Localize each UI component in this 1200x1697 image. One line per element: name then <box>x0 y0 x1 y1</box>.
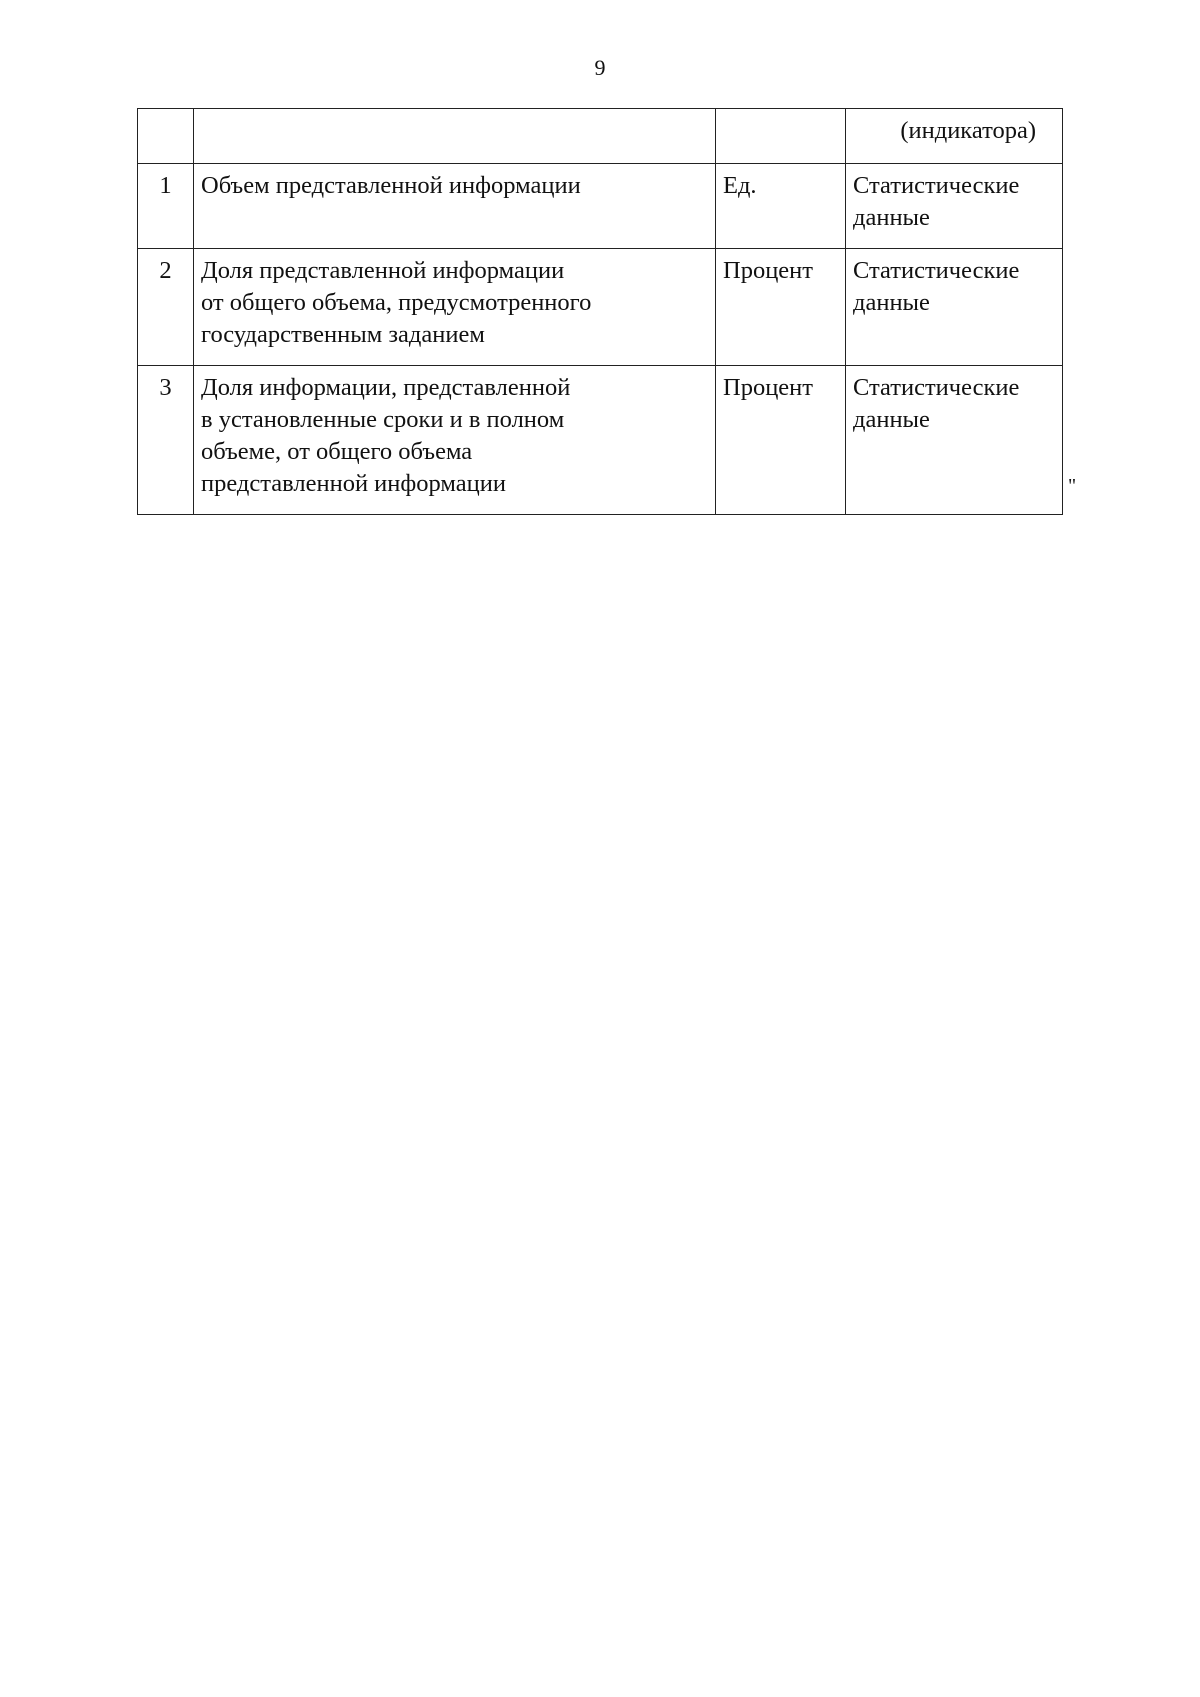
table-row <box>138 366 1063 515</box>
data-source <box>846 366 1063 515</box>
table-row <box>138 249 1063 366</box>
row-number: 2 <box>138 249 194 366</box>
indicator-name <box>194 249 716 366</box>
data-source-line: данные <box>853 406 930 433</box>
table-row <box>138 164 1063 249</box>
indicator-name-line: от общего объема, предусмотренного <box>201 289 592 316</box>
data-source <box>846 249 1063 366</box>
data-source-line: Статистические <box>853 257 1020 284</box>
table-header-row <box>138 109 1063 164</box>
indicator-name-line: представленной информации <box>201 470 506 497</box>
data-source <box>846 164 1063 249</box>
indicators-table <box>137 108 1063 515</box>
indicator-name-line: Доля информации, представленной <box>201 374 571 401</box>
unit-of-measure: Процент <box>716 249 846 366</box>
header-name-cell <box>194 109 716 164</box>
header-source-cell: (индикатора) <box>846 109 1063 164</box>
indicator-name-line: в установленные сроки и в полном <box>201 406 565 433</box>
indicator-name <box>194 366 716 515</box>
indicator-name-line: Доля представленной информации <box>201 257 565 284</box>
indicator-name <box>194 164 716 249</box>
header-num-cell <box>138 109 194 164</box>
data-source-line: данные <box>853 289 930 316</box>
indicator-name-line: Объем представленной информации <box>201 172 581 199</box>
page-number: 9 <box>594 55 606 80</box>
row-number: 3 <box>138 366 194 515</box>
data-source-line: Статистические <box>853 374 1020 401</box>
unit-of-measure: Ед. <box>716 164 846 249</box>
closing-quote-mark: " <box>1068 475 1077 497</box>
header-unit-cell <box>716 109 846 164</box>
indicator-name-line: объеме, от общего объема <box>201 438 473 465</box>
data-source-line: данные <box>853 204 930 231</box>
unit-of-measure: Процент <box>716 366 846 515</box>
data-source-line: Статистические <box>853 172 1020 199</box>
indicator-name-line: государственным заданием <box>201 321 485 348</box>
row-number: 1 <box>138 164 194 249</box>
